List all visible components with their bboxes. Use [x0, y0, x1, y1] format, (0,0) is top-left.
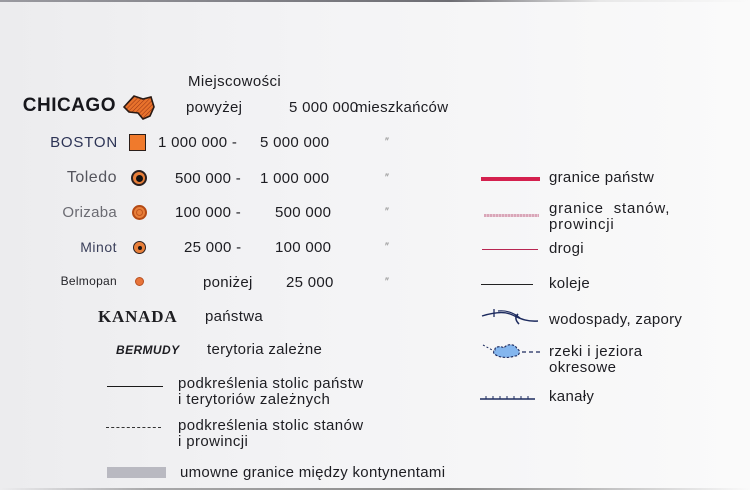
settlement-name: Belmopan [60, 274, 117, 288]
line-label: koleje [549, 275, 590, 292]
range-from: poniżej [203, 274, 253, 291]
road-icon [482, 249, 538, 250]
range-from: 1 000 000 - [158, 134, 238, 151]
range-from: powyżej [186, 99, 243, 116]
country-sample: KANADA [98, 307, 178, 326]
range-from: 25 000 - [184, 239, 242, 256]
country-label: państwa [205, 308, 263, 325]
ditto-mark: ″ [385, 172, 390, 184]
small-dot-icon [135, 277, 144, 286]
orange-square-icon [129, 134, 146, 151]
state-border-icon [484, 214, 539, 217]
line-label: kanały [549, 388, 595, 405]
underline-label: podkreślenia stolic państw i terytoriów zależnych [178, 375, 364, 408]
range-to: 1 000 000 [260, 170, 330, 187]
settlement-name: Orizaba [62, 204, 117, 221]
city-area-hatched-icon [121, 93, 157, 123]
line-label: granice państw [549, 169, 655, 186]
ditto-mark: ″ [385, 276, 390, 288]
range-from: 100 000 - [175, 204, 242, 221]
territory-sample: BERMUDY [116, 343, 180, 357]
range-suffix: mieszkańców [355, 99, 449, 116]
settlement-name: Toledo [66, 169, 117, 186]
settlement-name: BOSTON [50, 134, 118, 151]
circle-black-dot-icon [131, 170, 147, 186]
dashed-underline-icon [106, 427, 161, 428]
range-to: 5 000 000 [260, 134, 330, 151]
ditto-mark: ″ [385, 136, 390, 148]
waterfall-dam-icon [480, 305, 542, 327]
gray-band-icon [107, 467, 166, 478]
ditto-mark: ″ [385, 241, 390, 253]
settlement-name: Minot [80, 239, 117, 255]
railway-icon [481, 284, 533, 285]
solid-underline-icon [107, 386, 163, 387]
continent-border-label: umowne granice między kontynentami [180, 464, 446, 481]
canal-icon [479, 392, 537, 402]
circle-ring-icon [132, 205, 147, 220]
range-to: 500 000 [275, 204, 332, 221]
line-label: rzeki i jeziora okresowe [549, 343, 643, 376]
ditto-mark: ″ [385, 206, 390, 218]
underline-label: podkreślenia stolic stanów i prowincji [178, 417, 364, 450]
range-to: 25 000 [286, 274, 334, 291]
range-from: 500 000 - [175, 170, 242, 187]
circle-small-dot-icon [133, 241, 146, 254]
line-label: granice stanów, prowincji [549, 200, 671, 233]
territory-label: terytoria zależne [207, 341, 323, 358]
seasonal-lake-icon [480, 340, 542, 362]
legend-heading: Miejscowości [188, 73, 282, 90]
country-border-icon [481, 177, 540, 181]
range-to: 100 000 [275, 239, 332, 256]
line-label: drogi [549, 240, 584, 257]
frame-top-edge [0, 0, 750, 2]
range-to: 5 000 000 [289, 99, 359, 116]
line-label: wodospady, zapory [549, 311, 683, 328]
settlement-name: CHICAGO [22, 95, 116, 116]
